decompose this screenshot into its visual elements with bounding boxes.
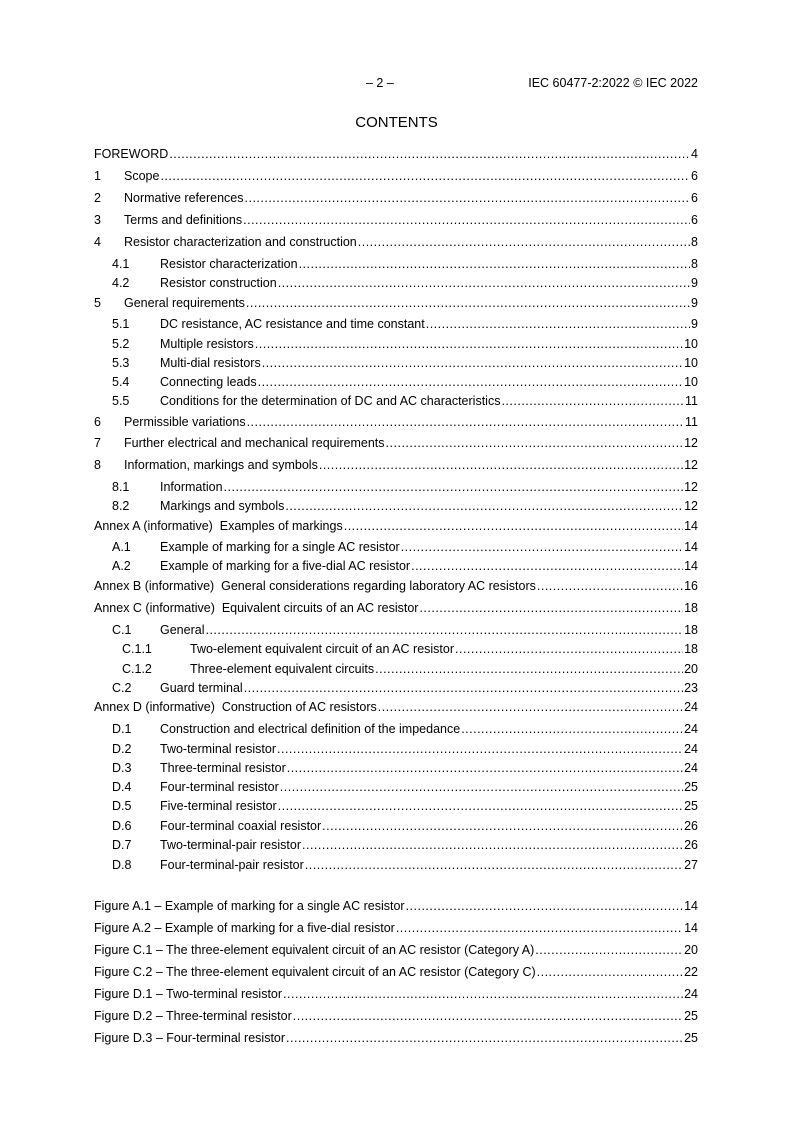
toc-entry-number: D.7 [112,838,132,852]
figure-entry-title: Figure A.2 – Example of marking for a five-dial resistor [94,921,395,935]
figure-leader-dots [293,1008,683,1024]
toc-entry-page: 12 [684,436,698,450]
toc-entry-page: 12 [684,480,698,494]
toc-entry-page: 18 [684,601,698,615]
toc-entry-title: General requirements [124,296,245,310]
toc-entry-page: 9 [691,296,698,310]
toc-entry-number: D.3 [112,761,132,775]
toc-entry-title: Two-terminal-pair resistor [160,838,302,852]
toc-entry-page: 20 [684,662,698,676]
page-header [94,76,698,92]
toc-entry-number: 2 [94,191,101,205]
toc-leader-dots [322,818,683,834]
toc-entry[interactable] [94,355,698,371]
toc-entry-title: Two-element equivalent circuit of an AC resistor [190,642,455,656]
toc-entry-page: 8 [691,257,698,271]
toc-entry[interactable] [94,857,698,873]
toc-entry[interactable] [94,168,698,184]
toc-entry-number: 5 [94,296,101,310]
figure-leader-dots [396,920,683,936]
toc-entry-title: DC resistance, AC resistance and time constant [160,317,425,331]
toc-entry[interactable] [94,190,698,206]
figure-entry[interactable] [94,964,698,980]
figure-entry-page: 14 [684,921,698,935]
toc-leader-dots [278,275,690,291]
toc-entry-title: Guard terminal [160,681,243,695]
toc-entry-title: Annex D (informative) Construction of AC resistors [94,700,377,714]
figure-entry-page: 14 [684,899,698,913]
figure-entry-title: Figure D.2 – Three-terminal resistor [94,1009,292,1023]
toc-entry-number: 8.1 [112,480,130,494]
toc-entry-title: General [160,623,205,637]
toc-entry-title: Annex C (informative) Equivalent circuits of an AC resistor [94,601,419,615]
toc-entry[interactable] [94,234,698,250]
toc-entry-title: Information [160,480,223,494]
toc-entry-page: 27 [684,858,698,872]
toc-entry-number: D.8 [112,858,132,872]
toc-entry-title: Three-terminal resistor [160,761,286,775]
toc-entry[interactable] [94,578,698,594]
toc-leader-dots [461,721,683,737]
toc-entry-number: D.4 [112,780,132,794]
toc-entry[interactable] [94,558,698,574]
figure-entry[interactable] [94,898,698,914]
toc-entry[interactable] [94,457,698,473]
toc-entry-number: 6 [94,415,101,429]
toc-entry-title: Four-terminal resistor [160,780,279,794]
figure-entry-title: Figure A.1 – Example of marking for a single AC resistor [94,899,405,913]
toc-leader-dots [255,336,683,352]
toc-entry-number: 5.4 [112,375,130,389]
toc-entry-title: Conditions for the determination of DC and AC characteristics [160,394,501,408]
toc-entry-title: Normative references [124,191,244,205]
toc-entry-title: Multi-dial resistors [160,356,261,370]
toc-leader-dots [411,558,683,574]
toc-entry-title: Example of marking for a single AC resistor [160,540,400,554]
toc-entry[interactable] [94,479,698,495]
toc-entry-page: 10 [684,356,698,370]
toc-entry[interactable] [94,539,698,555]
toc-entry-number: 5.5 [112,394,130,408]
toc-entry-number: C.1.2 [122,662,152,676]
toc-entry-number: 8.2 [112,499,130,513]
toc-leader-dots [205,622,683,638]
toc-entry[interactable] [94,622,698,638]
toc-entry[interactable] [94,435,698,451]
toc-leader-dots [247,414,684,430]
toc-entry-page: 26 [684,819,698,833]
figure-leader-dots [535,942,683,958]
toc-entry-number: C.2 [112,681,132,695]
toc-entry-page: 11 [685,415,698,429]
toc-leader-dots [302,837,683,853]
toc-leader-dots [375,661,683,677]
toc-entry[interactable] [94,641,698,657]
toc-entry[interactable] [94,518,698,534]
toc-entry[interactable] [94,316,698,332]
toc-entry-title: Information, markings and symbols [124,458,318,472]
toc-entry-number: 1 [94,169,101,183]
toc-leader-dots [258,374,683,390]
toc-entry-title: Annex B (informative) General considerations regarding laboratory AC resistors [94,579,536,593]
toc-entry-number: 5.3 [112,356,130,370]
toc-entry[interactable] [94,699,698,715]
toc-leader-dots [287,760,683,776]
figure-entry-title: Figure C.1 – The three-element equivalent circuit of an AC resistor (Category A) [94,943,535,957]
toc-entry-page: 8 [691,235,698,249]
toc-entry[interactable] [94,256,698,272]
figure-entry[interactable] [94,1008,698,1024]
toc-entry-page: 9 [691,317,698,331]
toc-entry-page: 4 [691,147,698,161]
toc-entry-page: 24 [684,722,698,736]
toc-leader-dots [277,741,683,757]
toc-entry-page: 11 [685,394,698,408]
toc-leader-dots [160,168,690,184]
toc-leader-dots [243,212,690,228]
toc-entry[interactable] [94,680,698,696]
toc-entry[interactable] [94,295,698,311]
figure-leader-dots [406,898,684,914]
toc-entry-number: 4 [94,235,101,249]
toc-leader-dots [537,578,683,594]
toc-leader-dots [169,146,690,162]
toc-entry-number: C.1 [112,623,132,637]
toc-entry-title: Resistor characterization [160,257,298,271]
toc-entry-page: 12 [684,458,698,472]
figure-entry[interactable] [94,942,698,958]
toc-leader-dots [305,857,683,873]
toc-entry-page: 18 [684,623,698,637]
toc-entry-number: 3 [94,213,101,227]
toc-leader-dots [299,256,690,272]
toc-entry[interactable] [94,212,698,228]
toc-entry-number: D.2 [112,742,132,756]
toc-leader-dots [401,539,683,555]
figure-entry-page: 25 [684,1009,698,1023]
toc-entry[interactable] [94,818,698,834]
toc-leader-dots [455,641,683,657]
toc-leader-dots [358,234,690,250]
figure-leader-dots [537,964,683,980]
toc-entry[interactable] [94,275,698,291]
toc-leader-dots [244,680,683,696]
toc-entry-number: D.6 [112,819,132,833]
toc-entry-page: 24 [684,761,698,775]
toc-leader-dots [378,699,683,715]
toc-leader-dots [245,190,691,206]
toc-entry-title: Five-terminal resistor [160,799,277,813]
toc-entry-page: 18 [684,642,698,656]
toc-leader-dots [501,393,684,409]
toc-entry-number: A.1 [112,540,131,554]
toc-entry-number: 4.2 [112,276,130,290]
toc-entry-page: 14 [684,519,698,533]
toc-entry-title: Scope [124,169,160,183]
toc-entry-page: 10 [684,375,698,389]
toc-entry-number: A.2 [112,559,131,573]
toc-leader-dots [285,498,683,514]
figure-entry-page: 22 [684,965,698,979]
toc-leader-dots [246,295,690,311]
toc-leader-dots [278,798,683,814]
page-title: CONTENTS [355,114,438,131]
toc-entry[interactable] [94,798,698,814]
toc-leader-dots [280,779,683,795]
toc-entry-page: 6 [691,191,698,205]
toc-entry-page: 6 [691,169,698,183]
document-id: IEC 60477-2:2022 © IEC 2022 [528,76,698,90]
toc-entry-number: 7 [94,436,101,450]
toc-entry-page: 26 [684,838,698,852]
toc-entry-title: Resistor construction [160,276,277,290]
toc-entry-title: Four-terminal-pair resistor [160,858,304,872]
toc-leader-dots [419,600,683,616]
toc-entry-page: 24 [684,700,698,714]
toc-leader-dots [319,457,683,473]
toc-entry[interactable] [94,414,698,430]
toc-entry-title: Permissible variations [124,415,246,429]
toc-entry[interactable] [94,600,698,616]
toc-entry-title: FOREWORD [94,147,169,161]
toc-entry[interactable] [94,661,698,677]
toc-entry-title: Construction and electrical definition of the impedance [160,722,461,736]
toc-entry-title: Annex A (informative) Examples of markings [94,519,343,533]
toc-entry-page: 14 [684,559,698,573]
toc-entry-title: Connecting leads [160,375,257,389]
toc-entry-page: 25 [684,799,698,813]
figure-entry[interactable] [94,920,698,936]
toc-entry-page: 10 [684,337,698,351]
toc-entry-number: 8 [94,458,101,472]
toc-entry-title: Example of marking for a five-dial AC resistor [160,559,411,573]
toc-entry-number: 5.1 [112,317,130,331]
toc-leader-dots [344,518,683,534]
toc-leader-dots [386,435,684,451]
toc-entry-page: 14 [684,540,698,554]
toc-entry-page: 23 [684,681,698,695]
toc-entry-page: 25 [684,780,698,794]
toc-entry[interactable] [94,741,698,757]
toc-entry-title: Multiple resistors [160,337,254,351]
toc-leader-dots [224,479,684,495]
toc-entry[interactable] [94,393,698,409]
toc-entry[interactable] [94,374,698,390]
toc-entry-page: 6 [691,213,698,227]
toc-entry-title: Three-element equivalent circuits [190,662,375,676]
toc-entry-page: 9 [691,276,698,290]
toc-entry-title: Markings and symbols [160,499,285,513]
figure-leader-dots [286,1030,683,1046]
figure-entry-page: 24 [684,987,698,1001]
figure-entry-page: 20 [684,943,698,957]
toc-entry-title: Four-terminal coaxial resistor [160,819,322,833]
figure-entry-title: Figure C.2 – The three-element equivalent circuit of an AC resistor (Category C) [94,965,536,979]
toc-entry[interactable] [94,779,698,795]
toc-entry[interactable] [94,721,698,737]
toc-entry-number: D.5 [112,799,132,813]
toc-entry-title: Further electrical and mechanical requirements [124,436,385,450]
toc-entry-title: Two-terminal resistor [160,742,276,756]
toc-entry-title: Terms and definitions [124,213,243,227]
toc-entry-title: Resistor characterization and construction [124,235,357,249]
toc-entry-page: 16 [684,579,698,593]
toc-entry[interactable] [94,837,698,853]
figure-entry-title: Figure D.1 – Two-terminal resistor [94,987,283,1001]
toc-leader-dots [426,316,690,332]
figure-leader-dots [283,986,683,1002]
toc-entry-number: 5.2 [112,337,130,351]
toc-entry-number: 4.1 [112,257,130,271]
toc-entry[interactable] [94,760,698,776]
toc-entry-number: C.1.1 [122,642,152,656]
toc-entry[interactable] [94,498,698,514]
toc-leader-dots [262,355,683,371]
toc-entry-number: D.1 [112,722,132,736]
figure-entry[interactable] [94,986,698,1002]
toc-entry-page: 12 [684,499,698,513]
toc-entry[interactable] [94,336,698,352]
figure-entry-page: 25 [684,1031,698,1045]
figure-entry-title: Figure D.3 – Four-terminal resistor [94,1031,286,1045]
toc-entry-page: 24 [684,742,698,756]
figure-entry[interactable] [94,1030,698,1046]
page-number: – 2 – [366,76,394,90]
toc-entry[interactable] [94,146,698,162]
